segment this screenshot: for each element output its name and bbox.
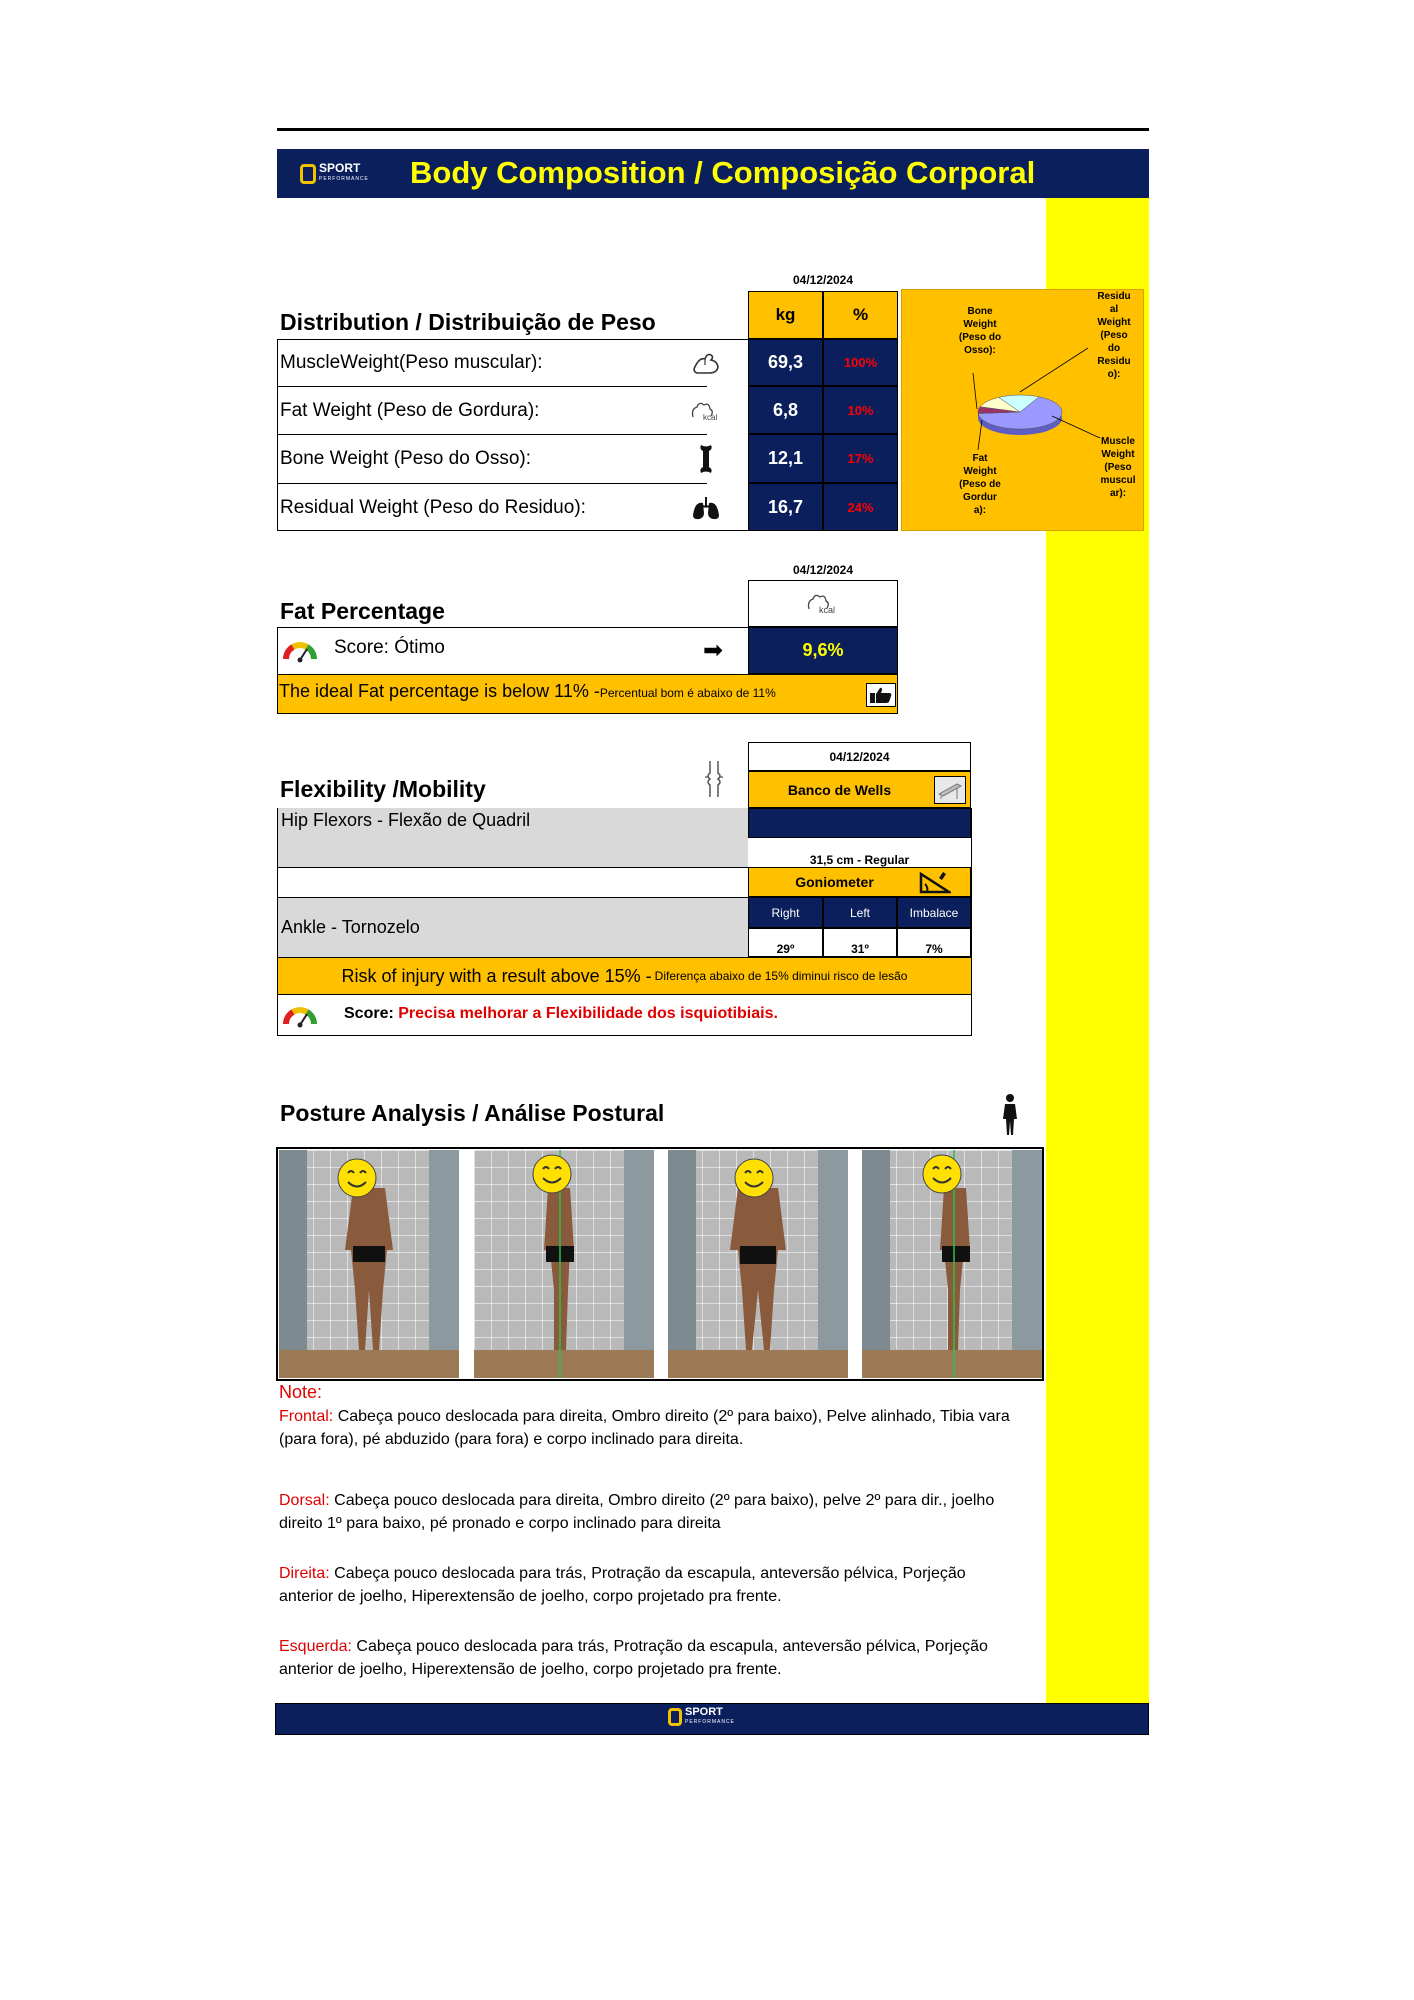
distribution-row-kg: 6,8 [748, 386, 823, 434]
hip-result: 31,5 cm - Regular [809, 852, 910, 867]
distribution-row-pct: 100% [823, 339, 898, 386]
fat-date: 04/12/2024 [792, 563, 854, 577]
gauge-icon [283, 1002, 317, 1032]
note-direita: Direita: Cabeça pouco deslocada para trás, Protração da escapula, anteversão pélvica, Porjeção anterior de joelho, Hiperextensão de joelho, corpo projetado pra frente. [279, 1565, 966, 1605]
posture-photo-frontal [279, 1150, 459, 1378]
bone-icon [688, 441, 724, 477]
note-title: Note: [279, 1382, 323, 1402]
distribution-title: Distribution / Distribuição de Peso [280, 309, 656, 335]
flex-date: 04/12/2024 [748, 742, 971, 771]
posture-photo-left-side [862, 1150, 1042, 1378]
kcal-icon [688, 393, 724, 429]
gauge-icon [283, 637, 317, 667]
smiley-face-icon [337, 1158, 377, 1198]
svg-text:kcal: kcal [703, 413, 718, 422]
posture-photo-dorsal [668, 1150, 848, 1378]
wells-bench-icon [934, 776, 966, 804]
col-left: Left [823, 897, 897, 928]
pie-label-residual: Residu al Weight (Peso do Residu o): [1097, 291, 1131, 380]
distribution-row-kg: 16,7 [748, 483, 823, 531]
note-esquerda: Esquerda: Cabeça pouco deslocada para trás, Protração da escapula, anteversão pélvica, Porjeção anterior de joelho, Hiperextensão de joelho, corpo projetado pra frente. [279, 1638, 988, 1678]
note-dorsal: Dorsal: Cabeça pouco deslocada para direita, Ombro direito (2º para baixo), pelve 2º para dir., joelho direito 1º para baixo, pé pronado e corpo inclinado para direita [279, 1492, 995, 1532]
ankle-label: Ankle - Tornozelo [278, 898, 748, 957]
fat-score-label: Score: Ótimo [334, 637, 445, 658]
arrow-right-icon: ➡ [702, 636, 724, 664]
distribution-row-pct: 24% [823, 483, 898, 531]
goniometer-icon [918, 869, 952, 895]
page-title: Body Composition / Composição Corporal [410, 155, 1036, 190]
distribution-row-kg: 69,3 [748, 339, 823, 386]
risk-bar: Risk of injury with a result above 15% - Diferença abaixo de 15% diminui risco de lesão [278, 957, 971, 995]
fat-title: Fat Percentage [280, 598, 445, 624]
svg-text:kcal: kcal [819, 604, 836, 615]
smiley-face-icon [922, 1154, 962, 1194]
fat-ideal-text: The ideal Fat percentage is below 11% -Percentual bom é abaixo de 11% [279, 681, 776, 701]
pie-label-fat: Fat Weight (Peso de Gordur a): [959, 453, 1001, 516]
leader-line [973, 373, 977, 409]
distribution-row-pct: 10% [823, 386, 898, 434]
header-logo: SPORT PERFORMANCE [300, 163, 370, 187]
note-frontal: Frontal: Cabeça pouco deslocada para direita, Ombro direito (2º para baixo), Pelve alinhado, Tibia vara (para fora), pé abduzido (para fora) e corpo inclinado para direita. [279, 1408, 1010, 1448]
logo-mark-icon [668, 1708, 682, 1726]
posture-title: Posture Analysis / Análise Postural [280, 1100, 665, 1126]
smiley-face-icon [532, 1154, 572, 1194]
flex-score: Score: Precisa melhorar a Flexibilidade dos isquiotibiais. [344, 1005, 778, 1022]
pie-label-muscle: Muscle Weight (Peso muscul ar): [1100, 436, 1136, 499]
logo-mark-icon [300, 164, 316, 184]
pie-chart-panel [901, 289, 1144, 531]
fat-percentage-value: 9,6% [748, 627, 898, 674]
goniometer-label: Goniometer [748, 867, 971, 897]
posture-photo-right-side [474, 1150, 654, 1378]
joint-icon [698, 758, 730, 800]
distribution-row-label: MuscleWeight(Peso muscular): [280, 351, 543, 373]
distribution-row-label: Bone Weight (Peso do Osso): [277, 434, 707, 483]
leader-line [1020, 348, 1088, 392]
pie-label-bone: Bone Weight (Peso do Osso): [958, 306, 1002, 356]
col-imbalance: Imbalace [897, 897, 971, 928]
smiley-face-icon [734, 1158, 774, 1198]
flex-title: Flexibility /Mobility [280, 776, 486, 802]
hip-bar [748, 808, 971, 838]
hip-label: Hip Flexors - Flexão de Quadril [278, 808, 748, 867]
kcal-icon [803, 591, 843, 617]
fat-kcal-cell [748, 580, 898, 627]
person-icon [996, 1092, 1024, 1138]
distribution-date: 04/12/2024 [792, 273, 854, 287]
distribution-row-label: Fat Weight (Peso de Gordura): [277, 386, 707, 434]
ankle-right-value: 29º [748, 928, 823, 957]
col-right: Right [748, 897, 823, 928]
top-rule [277, 128, 1149, 131]
thumbs-up-icon [866, 683, 896, 707]
wells-label: Banco de Wells [748, 771, 971, 808]
footer-logo: SPORT PERFORMANCE [668, 1707, 735, 1727]
muscle-arm-icon [688, 345, 724, 381]
leader-line [1052, 416, 1100, 438]
pct-column-header: % [823, 291, 898, 339]
distribution-row-pct: 17% [823, 434, 898, 483]
leader-line [978, 420, 982, 450]
distribution-row-label: Residual Weight (Peso do Residuo): [277, 483, 707, 531]
distribution-row-kg: 12,1 [748, 434, 823, 483]
kg-column-header: kg [748, 291, 823, 339]
ankle-left-value: 31º [823, 928, 897, 957]
ankle-imbalance-value: 7% [897, 928, 971, 957]
lungs-icon [688, 490, 724, 526]
